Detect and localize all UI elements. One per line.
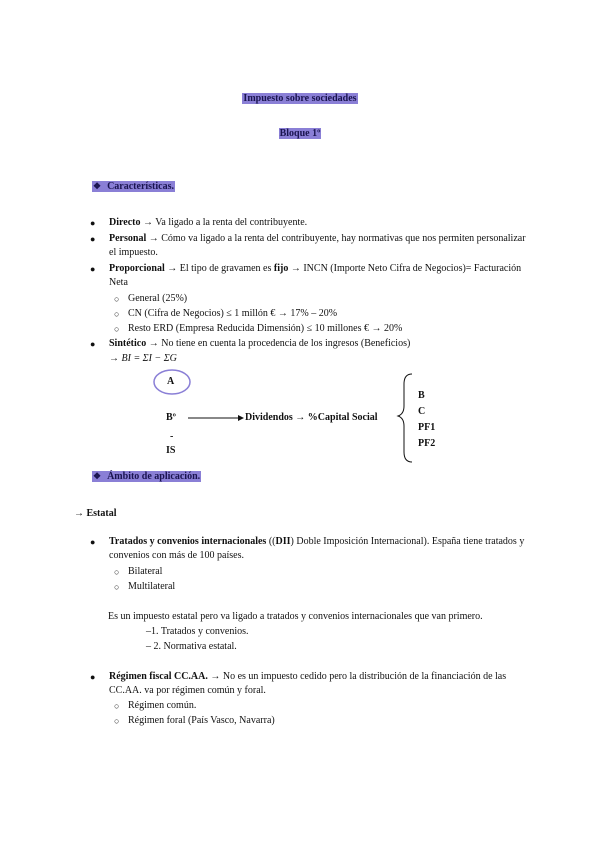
section-ambito-label: Ámbito de aplicación. — [107, 471, 201, 482]
section-heading-caracteristicas — [92, 181, 175, 192]
text-proporcional-b: → INCN (Importe Neto Cifra de Negocios)= Facturación Neta — [109, 263, 522, 288]
circle-bullet-icon: ○ — [114, 294, 120, 304]
block-title — [0, 128, 600, 139]
term-sintetico: Sintético — [109, 338, 147, 349]
bullet-icon: ● — [90, 264, 96, 274]
bullet-icon: ● — [90, 672, 96, 682]
diamond-bullet-icon: ❖ — [93, 471, 102, 481]
bullet-icon: ● — [90, 537, 96, 547]
circle-bullet-icon: ○ — [114, 701, 120, 711]
bullet-icon: ● — [90, 234, 96, 244]
is-label: IS — [166, 445, 176, 456]
text-tratados: ) Doble Imposición Internacional). España tiene tratados y convenios con más de 100 países. — [109, 536, 525, 561]
brace-list-item: PF1 — [418, 422, 436, 433]
brace-icon — [398, 374, 412, 462]
dividendos-label: Dividendos → %Capital Social — [245, 412, 378, 423]
sublist-item-foral: ○ Régimen foral (País Vasco, Navarra) — [114, 715, 275, 726]
sublist-item-general: ○ General (25%) — [114, 293, 188, 304]
document-title-text: Impuesto sobre sociedades — [243, 93, 357, 104]
diamond-bullet-icon: ❖ — [93, 181, 102, 191]
node-a-label: A — [167, 376, 175, 387]
term-tratados: Tratados y convenios internacionales — [109, 536, 267, 547]
brace-list-item: PF2 — [418, 438, 436, 449]
b-label: Bº — [166, 412, 176, 423]
brace-list — [418, 388, 435, 452]
minus-label: - — [170, 431, 174, 442]
circle-bullet-icon: ○ — [114, 324, 120, 334]
bullet-icon: ● — [90, 218, 96, 228]
term-dii: DII — [275, 536, 291, 547]
section-caracteristicas-label: Características. — [107, 181, 174, 192]
numbered-item-2: – 2. Normativa estatal. — [146, 641, 237, 652]
brace-list-item: C — [418, 406, 426, 417]
arrow-head-icon — [238, 415, 244, 421]
circle-bullet-icon: ○ — [114, 567, 120, 577]
numbered-item-1: –1. Tratados y convenios. — [146, 626, 249, 637]
estatal-label: → Estatal — [74, 508, 117, 519]
text-sintetico: → No tiene en cuenta la procedencia de los ingresos (Beneficios) — [146, 338, 411, 349]
term-fijo: fijo — [273, 263, 289, 274]
sublist-item-cn: ○ CN (Cifra de Negocios) ≤ 1 millón € → 17% – 20% — [114, 308, 338, 319]
sublist-item-multilateral: ○ Multilateral — [114, 581, 176, 592]
term-directo: Directo — [109, 217, 141, 228]
document-title — [0, 93, 600, 104]
term-proporcional: Proporcional — [109, 263, 165, 274]
brace-list-item: B — [418, 390, 425, 401]
text-proporcional-a: → El tipo de gravamen es — [164, 263, 274, 274]
circle-bullet-icon: ○ — [114, 309, 120, 319]
sublist-item-resto: ○ Resto ERD (Empresa Reducida Dimensión) ≤ 10 millones € → 20% — [114, 323, 403, 334]
bullet-icon: ● — [90, 339, 96, 349]
term-personal: Personal — [109, 233, 147, 244]
text-personal: → Cómo va ligado a la renta del contribuyente, hay normativas que nos permiten personalizar el impuesto. — [109, 233, 526, 258]
text-regimen: → No es un impuesto cedido pero la distribución de la financiación de las CC.AA. va por régimen común y foral. — [109, 671, 507, 696]
sublist-item-comun: ○ Régimen común. — [114, 700, 197, 711]
formula-bi: → BI = ΣI − ΣG — [109, 353, 177, 364]
circle-bullet-icon: ○ — [114, 582, 120, 592]
text-directo: → Va ligado a la renta del contribuyente. — [140, 217, 308, 228]
sublist-item-bilateral: ○ Bilateral — [114, 566, 163, 577]
paragraph-estatal: Es un impuesto estatal pero va ligado a tratados y convenios internacionales que van primero. — [108, 611, 483, 622]
term-regimen: Régimen fiscal CC.AA. — [109, 671, 208, 682]
circle-bullet-icon: ○ — [114, 716, 120, 726]
section-heading-ambito — [92, 471, 201, 482]
block-title-text: Bloque 1º — [279, 128, 321, 139]
